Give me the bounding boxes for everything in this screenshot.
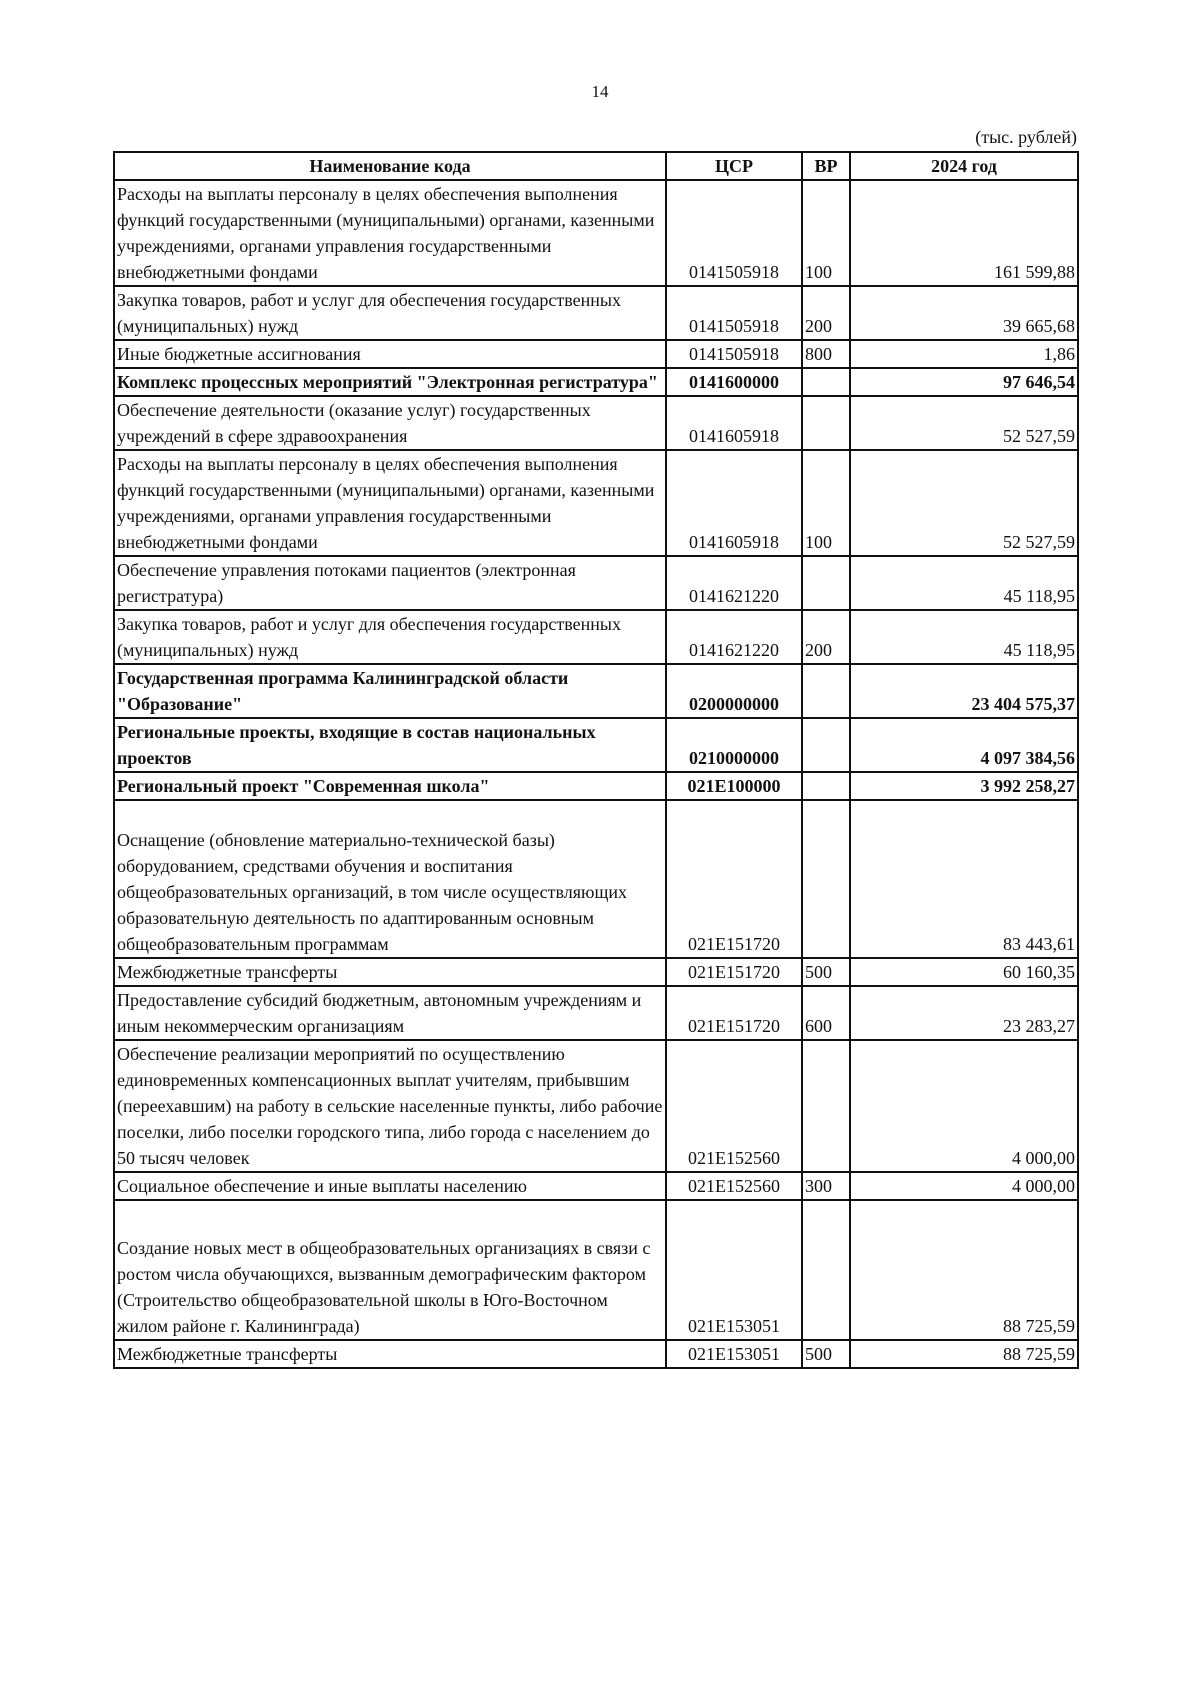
row-csr: 021E152560 bbox=[666, 1172, 802, 1200]
table-row bbox=[114, 340, 1078, 368]
row-vr bbox=[802, 718, 850, 772]
table-row bbox=[114, 718, 1078, 772]
row-vr bbox=[802, 772, 850, 800]
row-vr: 100 bbox=[802, 450, 850, 556]
row-csr: 021E151720 bbox=[666, 958, 802, 986]
row-sum: 161 599,88 bbox=[850, 180, 1078, 286]
row-name: Социальное обеспечение и иные выплаты населению bbox=[114, 1172, 666, 1200]
row-name: Межбюджетные трансферты bbox=[114, 1340, 666, 1368]
table-row bbox=[114, 368, 1078, 396]
table-row bbox=[114, 1200, 1078, 1340]
row-sum: 4 000,00 bbox=[850, 1040, 1078, 1172]
table-row bbox=[114, 986, 1078, 1040]
row-name: Обеспечение реализации мероприятий по осуществлению единовременных компенсационных выплат учителям, прибывшим (переехавшим) на работу в сельские населенные пункты, либо рабочие поселки, либо поселки городского типа, либо города с населением до 50 тысяч человек bbox=[114, 1040, 666, 1172]
row-sum: 45 118,95 bbox=[850, 556, 1078, 610]
header-name: Наименование кода bbox=[114, 152, 666, 180]
row-sum: 3 992 258,27 bbox=[850, 772, 1078, 800]
row-name: Расходы на выплаты персоналу в целях обеспечения выполнения функций государственными (муниципальными) органами, казенными учреждениями, органами управления государственными внебюджетными фондами bbox=[114, 180, 666, 286]
row-sum: 23 404 575,37 bbox=[850, 664, 1078, 718]
row-vr: 500 bbox=[802, 958, 850, 986]
table-row bbox=[114, 772, 1078, 800]
row-vr: 200 bbox=[802, 286, 850, 340]
row-csr: 021E151720 bbox=[666, 800, 802, 958]
row-csr: 0141605918 bbox=[666, 396, 802, 450]
row-name: Обеспечение деятельности (оказание услуг) государственных учреждений в сфере здравоохранения bbox=[114, 396, 666, 450]
row-vr: 200 bbox=[802, 610, 850, 664]
row-csr: 0141505918 bbox=[666, 340, 802, 368]
table-row bbox=[114, 800, 1078, 958]
row-sum: 4 000,00 bbox=[850, 1172, 1078, 1200]
row-csr: 021E151720 bbox=[666, 986, 802, 1040]
row-name: Оснащение (обновление материально-технической базы) оборудованием, средствами обучения и воспитания общеобразовательных организаций, в том числе осуществляющих образовательную деятельность по адаптированным основным общеобразовательным программам bbox=[114, 800, 666, 958]
table-header-row bbox=[114, 152, 1078, 180]
row-sum: 88 725,59 bbox=[850, 1200, 1078, 1340]
row-name: Закупка товаров, работ и услуг для обеспечения государственных (муниципальных) нужд bbox=[114, 610, 666, 664]
table-row bbox=[114, 1040, 1078, 1172]
row-sum: 45 118,95 bbox=[850, 610, 1078, 664]
row-sum: 39 665,68 bbox=[850, 286, 1078, 340]
row-csr: 0141605918 bbox=[666, 450, 802, 556]
row-vr bbox=[802, 800, 850, 958]
header-csr: ЦСР bbox=[666, 152, 802, 180]
row-name: Региональные проекты, входящие в состав национальных проектов bbox=[114, 718, 666, 772]
row-csr: 021E153051 bbox=[666, 1200, 802, 1340]
row-vr bbox=[802, 396, 850, 450]
table-row bbox=[114, 286, 1078, 340]
row-vr bbox=[802, 368, 850, 396]
budget-table bbox=[113, 151, 1079, 1369]
table-row bbox=[114, 556, 1078, 610]
row-name: Региональный проект "Современная школа" bbox=[114, 772, 666, 800]
row-vr: 800 bbox=[802, 340, 850, 368]
row-name: Межбюджетные трансферты bbox=[114, 958, 666, 986]
table-row bbox=[114, 610, 1078, 664]
page-number: 14 bbox=[591, 82, 609, 101]
row-csr: 0141621220 bbox=[666, 610, 802, 664]
row-csr: 0200000000 bbox=[666, 664, 802, 718]
row-name: Расходы на выплаты персоналу в целях обеспечения выполнения функций государственными (муниципальными) органами, казенными учреждениями, органами управления государственными внебюджетными фондами bbox=[114, 450, 666, 556]
row-name: Создание новых мест в общеобразовательных организациях в связи с ростом числа обучающихся, вызванным демографическим фактором (Строительство общеобразовательной школы в Юго-Восточном жилом районе г. Калининграда) bbox=[114, 1200, 666, 1340]
table-row bbox=[114, 1172, 1078, 1200]
row-vr bbox=[802, 1040, 850, 1172]
units-label: (тыс. рублей) bbox=[975, 127, 1077, 147]
header-year: 2024 год bbox=[850, 152, 1078, 180]
row-vr bbox=[802, 664, 850, 718]
row-sum: 4 097 384,56 bbox=[850, 718, 1078, 772]
row-csr: 0141505918 bbox=[666, 286, 802, 340]
table-row bbox=[114, 396, 1078, 450]
table-row bbox=[114, 1340, 1078, 1368]
table-row bbox=[114, 958, 1078, 986]
table-row bbox=[114, 664, 1078, 718]
row-vr: 600 bbox=[802, 986, 850, 1040]
row-vr: 500 bbox=[802, 1340, 850, 1368]
row-sum: 52 527,59 bbox=[850, 450, 1078, 556]
row-csr: 021E100000 bbox=[666, 772, 802, 800]
row-sum: 52 527,59 bbox=[850, 396, 1078, 450]
table-row bbox=[114, 180, 1078, 286]
row-vr: 100 bbox=[802, 180, 850, 286]
row-name: Предоставление субсидий бюджетным, автономным учреждениям и иным некоммерческим организациям bbox=[114, 986, 666, 1040]
row-vr bbox=[802, 1200, 850, 1340]
row-sum: 23 283,27 bbox=[850, 986, 1078, 1040]
row-sum: 60 160,35 bbox=[850, 958, 1078, 986]
row-csr: 021E152560 bbox=[666, 1040, 802, 1172]
row-sum: 88 725,59 bbox=[850, 1340, 1078, 1368]
row-name: Закупка товаров, работ и услуг для обеспечения государственных (муниципальных) нужд bbox=[114, 286, 666, 340]
header-vr: ВР bbox=[802, 152, 850, 180]
row-vr bbox=[802, 556, 850, 610]
row-sum: 1,86 bbox=[850, 340, 1078, 368]
row-vr: 300 bbox=[802, 1172, 850, 1200]
row-csr: 0141600000 bbox=[666, 368, 802, 396]
row-sum: 83 443,61 bbox=[850, 800, 1078, 958]
row-name: Иные бюджетные ассигнования bbox=[114, 340, 666, 368]
row-name: Государственная программа Калининградской области "Образование" bbox=[114, 664, 666, 718]
row-csr: 021E153051 bbox=[666, 1340, 802, 1368]
row-csr: 0210000000 bbox=[666, 718, 802, 772]
row-sum: 97 646,54 bbox=[850, 368, 1078, 396]
row-name: Обеспечение управления потоками пациентов (электронная регистратура) bbox=[114, 556, 666, 610]
row-csr: 0141505918 bbox=[666, 180, 802, 286]
row-csr: 0141621220 bbox=[666, 556, 802, 610]
row-name: Комплекс процессных мероприятий "Электронная регистратура" bbox=[114, 368, 666, 396]
table-row bbox=[114, 450, 1078, 556]
